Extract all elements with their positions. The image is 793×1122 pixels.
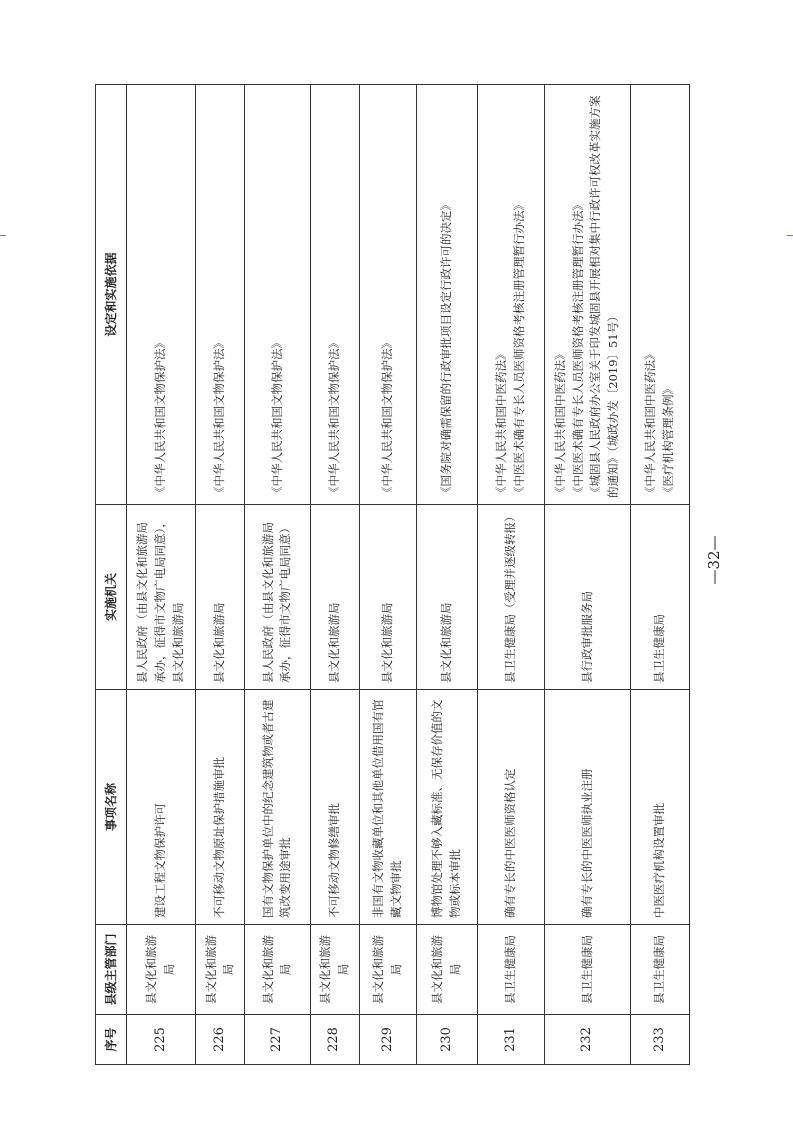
row-agency-cell: 县文化和旅游局 (416, 505, 477, 690)
row-dept-cell: 县卫生健康局 (545, 925, 631, 1015)
row-item-cell: 不可移动文物修缮审批 (310, 690, 359, 925)
row-item-cell: 不可移动文物原址保护措施审批 (196, 690, 245, 925)
row-basis-cell (545, 85, 631, 505)
basis-line: 《医疗机构管理条例》 (660, 383, 675, 498)
row-item-cell: 确有专长的中医医师执业注册 (545, 690, 631, 925)
table-row (630, 85, 689, 1065)
table-header-row (96, 85, 127, 1065)
basis-line: 《中华人民共和国文物保护法》 (153, 337, 168, 498)
row-basis-cell (127, 85, 196, 505)
row-item-cell: 中医医疗机构设置审批 (630, 690, 689, 925)
table-body (127, 85, 690, 1065)
row-item-cell: 确有专长的中医医师资格认定 (477, 690, 544, 925)
basis-line: 《中华人民共和国文物保护法》 (212, 337, 227, 498)
row-basis-cell (416, 85, 477, 505)
basis-line: 《中华人民共和国中医药法》 (643, 348, 658, 498)
header-item: 事项名称 (96, 690, 127, 925)
row-item-cell: 博物馆处理不够入藏标准、无保存价值的文物或标本审批 (416, 690, 477, 925)
row-dept-cell: 县文化和旅游局 (127, 925, 196, 1015)
table-row (416, 85, 477, 1065)
row-seq-cell: 233 (630, 1015, 689, 1065)
row-seq-cell: 227 (245, 1015, 310, 1065)
row-dept-cell: 县文化和旅游局 (245, 925, 310, 1015)
row-item-cell: 非国有文物收藏单位和其他单位借用国有馆藏文物审批 (359, 690, 416, 925)
row-seq-cell: 229 (359, 1015, 416, 1065)
rotated-table-container (95, 85, 690, 1065)
basis-line: 《中华人民共和国中医药法》 (552, 348, 567, 498)
row-dept-cell: 县文化和旅游局 (359, 925, 416, 1015)
row-item-cell: 国有文物保护单位中的纪念建筑物或者古建筑改变用途审批 (245, 690, 310, 925)
row-seq-cell: 230 (416, 1015, 477, 1065)
row-basis-cell (359, 85, 416, 505)
table-row (310, 85, 359, 1065)
table-row (477, 85, 544, 1065)
binding-mark-right (787, 235, 793, 236)
header-agency: 实施机关 (96, 505, 127, 690)
row-basis-cell (477, 85, 544, 505)
table-row (196, 85, 245, 1065)
page-number-wrapper (705, 530, 735, 590)
header-seq: 序号 (96, 1015, 127, 1065)
row-dept-cell: 县文化和旅游局 (310, 925, 359, 1015)
table-row (545, 85, 631, 1065)
row-agency-cell: 县文化和旅游局 (310, 505, 359, 690)
page-number: —32— (705, 535, 723, 585)
basis-line: 《中华人民共和国文物保护法》 (326, 337, 341, 498)
table-row (359, 85, 416, 1065)
binding-mark-left (0, 235, 6, 236)
row-dept-cell: 县卫生健康局 (477, 925, 544, 1015)
row-dept-cell: 县文化和旅游局 (416, 925, 477, 1015)
row-basis-cell (630, 85, 689, 505)
basis-line: 《中医医术确有专长人员医师资格考核注册管理暂行办法》 (570, 199, 585, 498)
basis-line: 《中华人民共和国文物保护法》 (379, 337, 394, 498)
row-seq-cell: 232 (545, 1015, 631, 1065)
row-agency-cell: 县文化和旅游局 (359, 505, 416, 690)
row-basis-cell (310, 85, 359, 505)
row-agency-cell: 县人民政府（由县文化和旅游局承办，征得市文物广电局同意） (245, 505, 310, 690)
row-basis-cell (196, 85, 245, 505)
row-agency-cell: 县卫生健康局 (630, 505, 689, 690)
row-agency-cell: 县人民政府（由县文化和旅游局承办，征得市文物广电局同意），县文化和旅游局 (127, 505, 196, 690)
header-dept: 县级主管部门 (96, 925, 127, 1015)
basis-line: 《中医医术确有专长人员医师资格考核注册管理暂行办法》 (511, 199, 526, 498)
basis-line: 《国务院对确需保留的行政审批项目设定行政许可的决定》 (438, 199, 453, 498)
basis-line: 《中华人民共和国文物保护法》 (269, 337, 284, 498)
row-seq-cell: 231 (477, 1015, 544, 1065)
row-dept-cell: 县卫生健康局 (630, 925, 689, 1015)
row-agency-cell: 县行政审批服务局 (545, 505, 631, 690)
approval-items-table (95, 84, 690, 1065)
row-seq-cell: 225 (127, 1015, 196, 1065)
basis-line: 《城固县人民政府办公室关于印发城固县开展相对集中行政许可权改革实施方案的通知》（城政办发〔2019〕51号） (588, 95, 621, 498)
row-seq-cell: 226 (196, 1015, 245, 1065)
header-basis: 设定和实施依据 (96, 85, 127, 505)
row-agency-cell: 县文化和旅游局 (196, 505, 245, 690)
row-item-cell: 建设工程文物保护许可 (127, 690, 196, 925)
table-row (245, 85, 310, 1065)
row-agency-cell: 县卫生健康局（受理并逐级转报） (477, 505, 544, 690)
row-dept-cell: 县文化和旅游局 (196, 925, 245, 1015)
row-basis-cell (245, 85, 310, 505)
table-row (127, 85, 196, 1065)
basis-line: 《中华人民共和国中医药法》 (494, 348, 509, 498)
row-seq-cell: 228 (310, 1015, 359, 1065)
